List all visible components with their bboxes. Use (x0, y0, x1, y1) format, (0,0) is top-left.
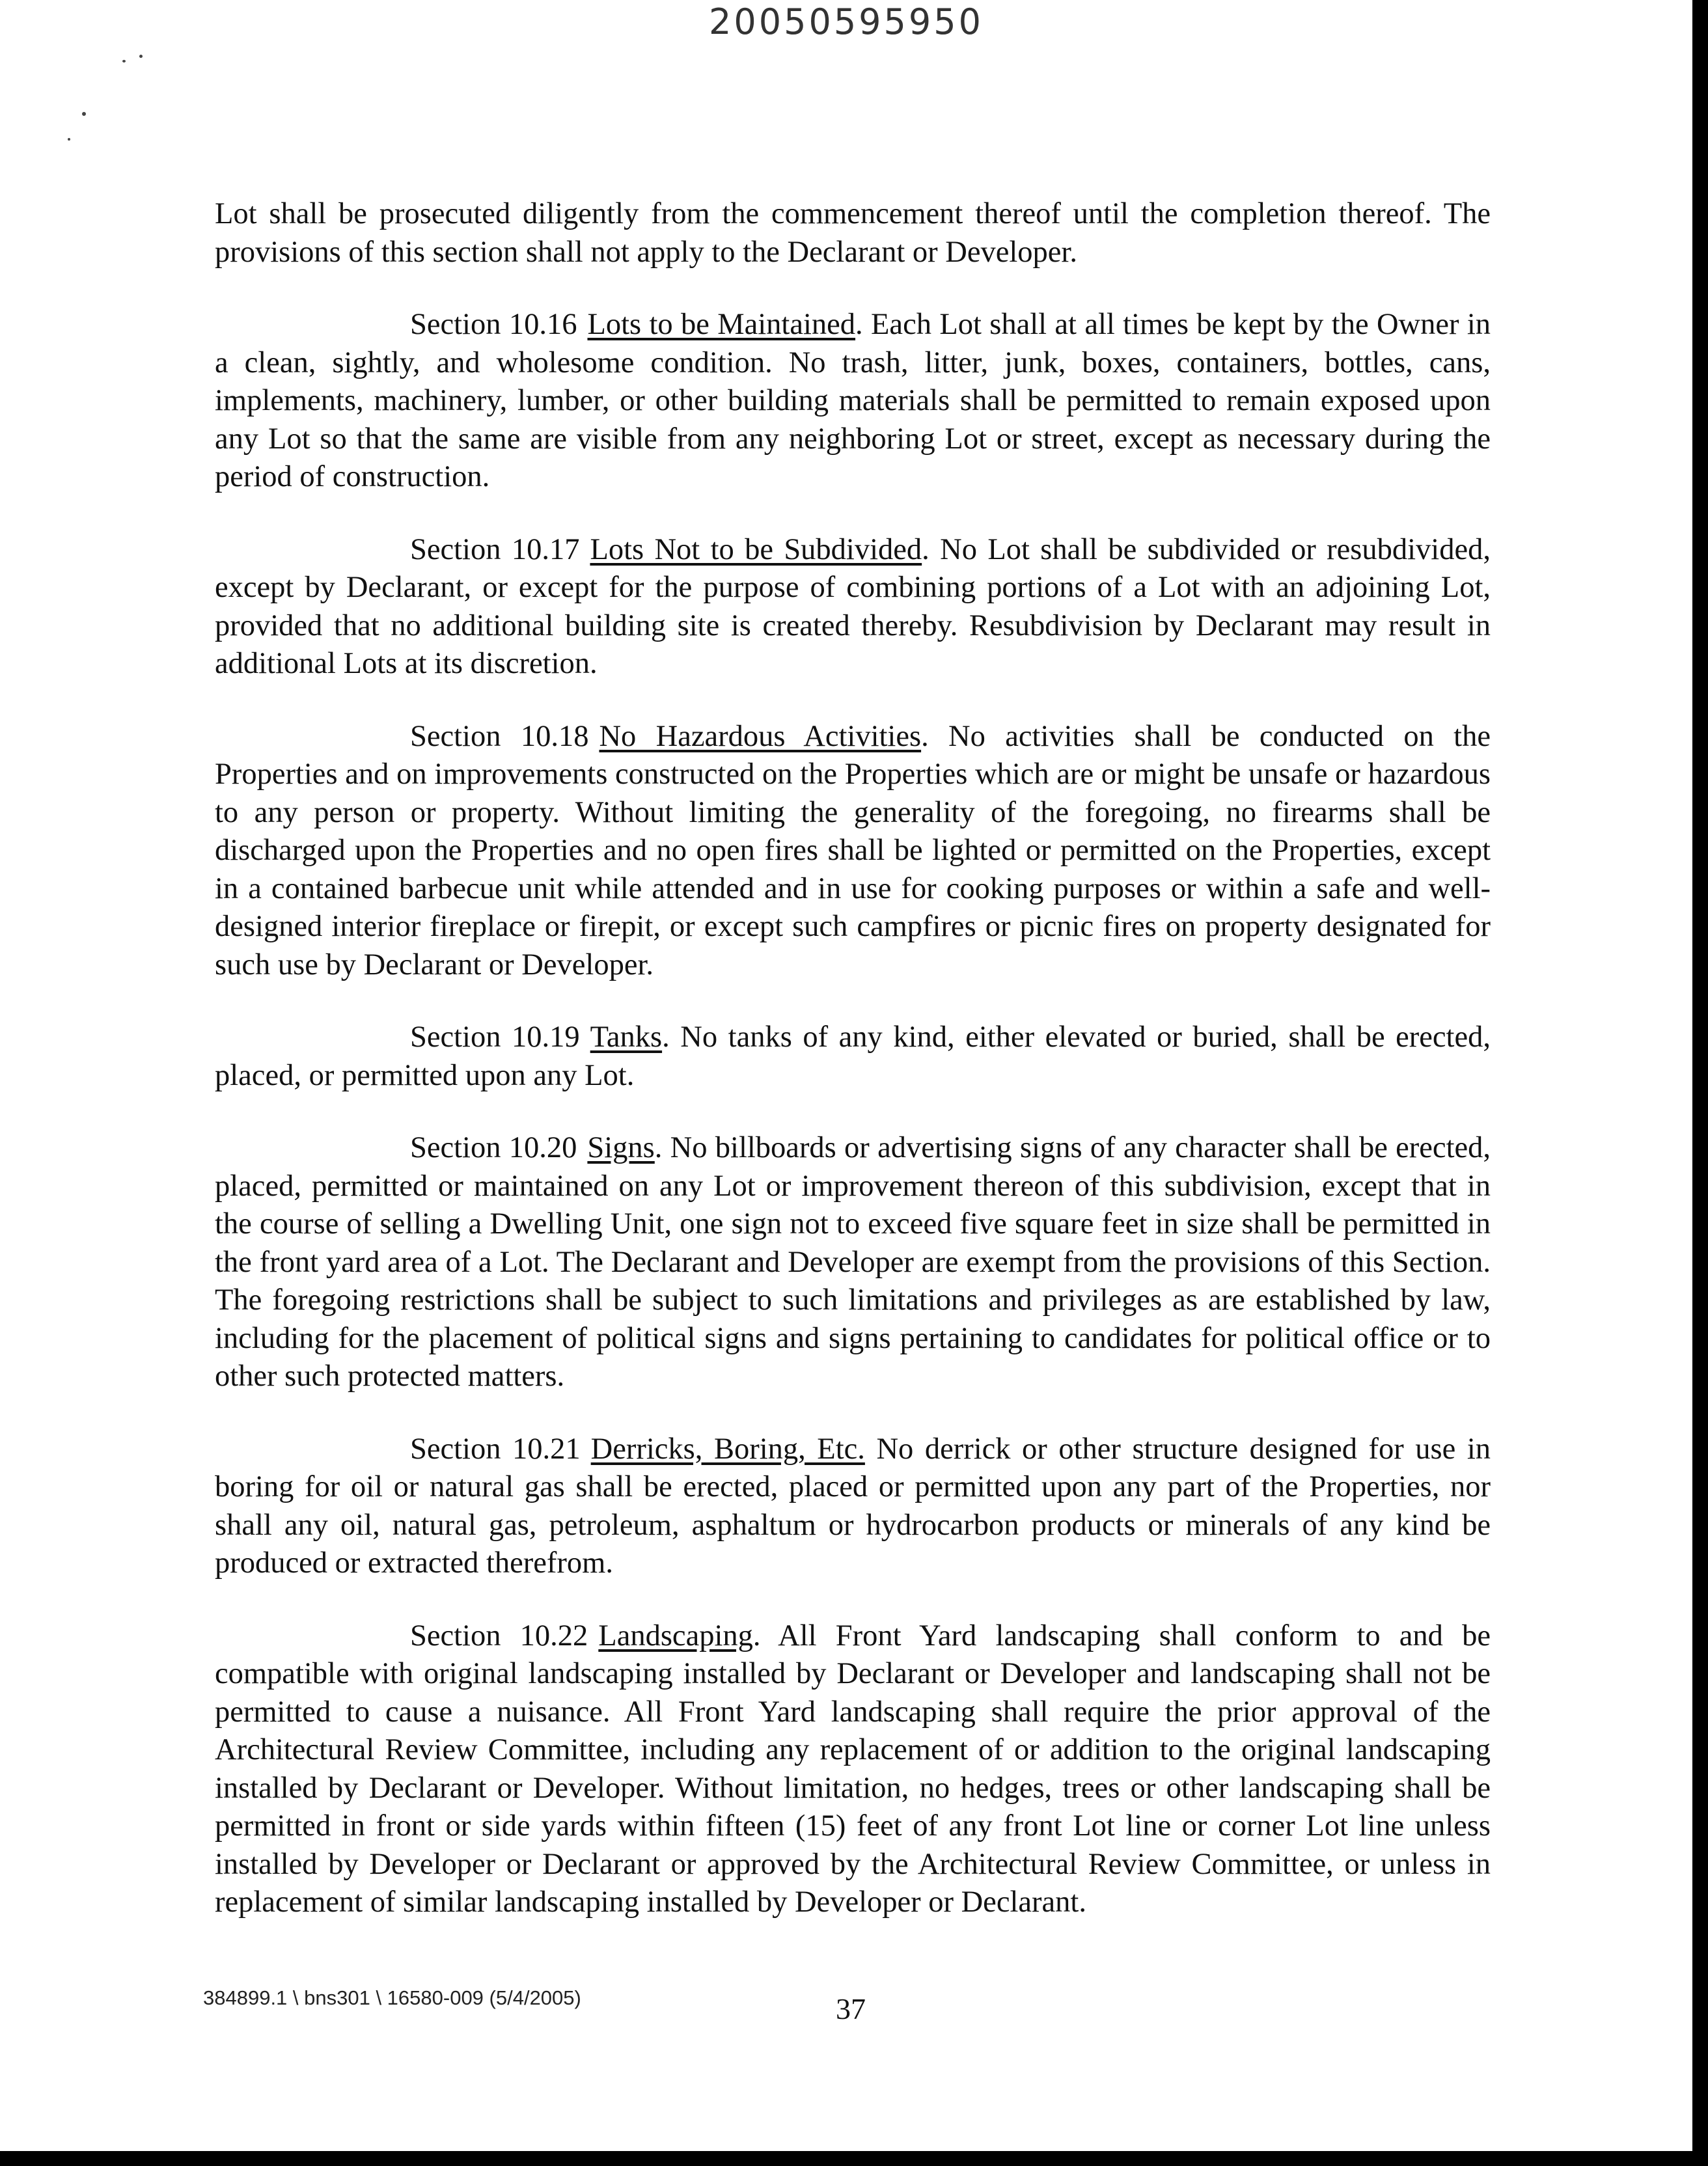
section-number: Section 10.18 (410, 719, 589, 753)
scan-border-bottom (0, 2151, 1708, 2166)
section-body: . No billboards or advertising signs of any character shall be erected, placed, permitted or maintained on any Lot or improvement thereon of this subdivision, except that in the course of selling a Dwelling Unit, one sign not to exceed five square feet in size shall be permitted in the front yard area of a Lot. The Declarant and Developer are exempt from the provisions of this Section. The foregoing restrictions shall be subject to such limitations and privileges as are established by law, including for the placement of political signs and signs pertaining to candidates for political office or to other such protected matters. (215, 1131, 1491, 1393)
section-heading: Signs (587, 1131, 655, 1164)
section-number: Section 10.22 (410, 1619, 588, 1652)
section-heading: Lots to be Maintained (587, 308, 856, 341)
section-number: Section 10.21 (410, 1432, 581, 1466)
section-body: No derrick or other structure designed for use in boring for oil or natural gas shall be erected, placed or permitted upon any part of the Properties, nor shall any oil, natural gas, petroleum, asphaltum or hydrocarbon products or minerals of any kind be produced or extracted therefrom. (215, 1432, 1491, 1580)
section-number: Section 10.16 (410, 308, 577, 341)
footer-reference: 384899.1 \ bns301 \ 16580-009 (5/4/2005) (203, 1986, 581, 2009)
section-10-20 (215, 1129, 1491, 1396)
page-number: 37 (836, 1992, 866, 2025)
section-10-18 (215, 718, 1491, 985)
scan-speck (122, 60, 126, 62)
section-10-22 (215, 1617, 1491, 1922)
document-number: 20050595950 (709, 1, 984, 42)
document-body (215, 195, 1491, 1956)
scan-speck (82, 112, 86, 116)
section-10-17 (215, 531, 1491, 683)
section-body: . No activities shall be conducted on the Properties and on improvements constructed on the Properties which are or might be unsafe or hazardous to any person or property. Without limiting the generality of the foregoing, no firearms shall be discharged upon the Properties and no open fires shall be lighted or permitted on the Properties, except in a contained barbecue unit while attended and in use for cooking purposes or within a safe and well-designed interior fireplace or firepit, or except such campfires or picnic fires on property designated for such use by Declarant or Developer. (215, 719, 1491, 981)
section-heading: Lots Not to be Subdivided (590, 532, 922, 566)
intro-paragraph: Lot shall be prosecuted diligently from the commencement thereof until the completion thereof. The provisions of this section shall not apply to the Declarant or Developer. (215, 197, 1491, 269)
section-body: . Each Lot shall at all times be kept by the Owner in a clean, sightly, and wholesome condition. No trash, litter, junk, boxes, containers, bottles, cans, implements, machinery, lumber, or other building materials shall be permitted to remain exposed upon any Lot so that the same are visible from any neighboring Lot or street, except as necessary during the period of construction. (215, 308, 1491, 493)
section-heading: Tanks (590, 1021, 663, 1054)
section-body: . No Lot shall be subdivided or resubdivided, except by Declarant, or except for the purpose of combining portions of a Lot with an adjoining Lot, provided that no additional building site is created thereby. Resubdivision by Declarant may result in additional Lots at its discretion. (215, 532, 1491, 680)
section-body: . All Front Yard landscaping shall conform to and be compatible with original landscaping installed by Declarant or Developer and landscaping shall not be permitted to cause a nuisance. All Front Yard landscaping shall require the prior approval of the Architectural Review Committee, including any replacement of or addition to the original landscaping installed by Declarant or Developer. Without limitation, no hedges, trees or other landscaping shall be permitted in front or side yards within fifteen (15) feet of any front Lot line or corner Lot line unless installed by Developer or Declarant or approved by the Architectural Review Committee, or unless in replacement of similar landscaping installed by Developer or Declarant. (215, 1619, 1491, 1919)
section-heading: Derricks, Boring, Etc. (590, 1432, 865, 1466)
section-number: Section 10.20 (410, 1131, 577, 1164)
section-body: . No tanks of any kind, either elevated or buried, shall be erected, placed, or permitted upon any Lot. (215, 1021, 1491, 1092)
section-heading: No Hazardous Activities (599, 719, 922, 753)
section-10-21 (215, 1431, 1491, 1583)
section-number: Section 10.17 (410, 532, 580, 566)
scan-speck (139, 55, 143, 58)
section-number: Section 10.19 (410, 1021, 580, 1054)
section-heading: Landscaping (598, 1619, 753, 1652)
section-10-19 (215, 1019, 1491, 1095)
section-10-16 (215, 306, 1491, 497)
scan-speck (68, 138, 70, 141)
scan-border-right (1692, 0, 1708, 2166)
